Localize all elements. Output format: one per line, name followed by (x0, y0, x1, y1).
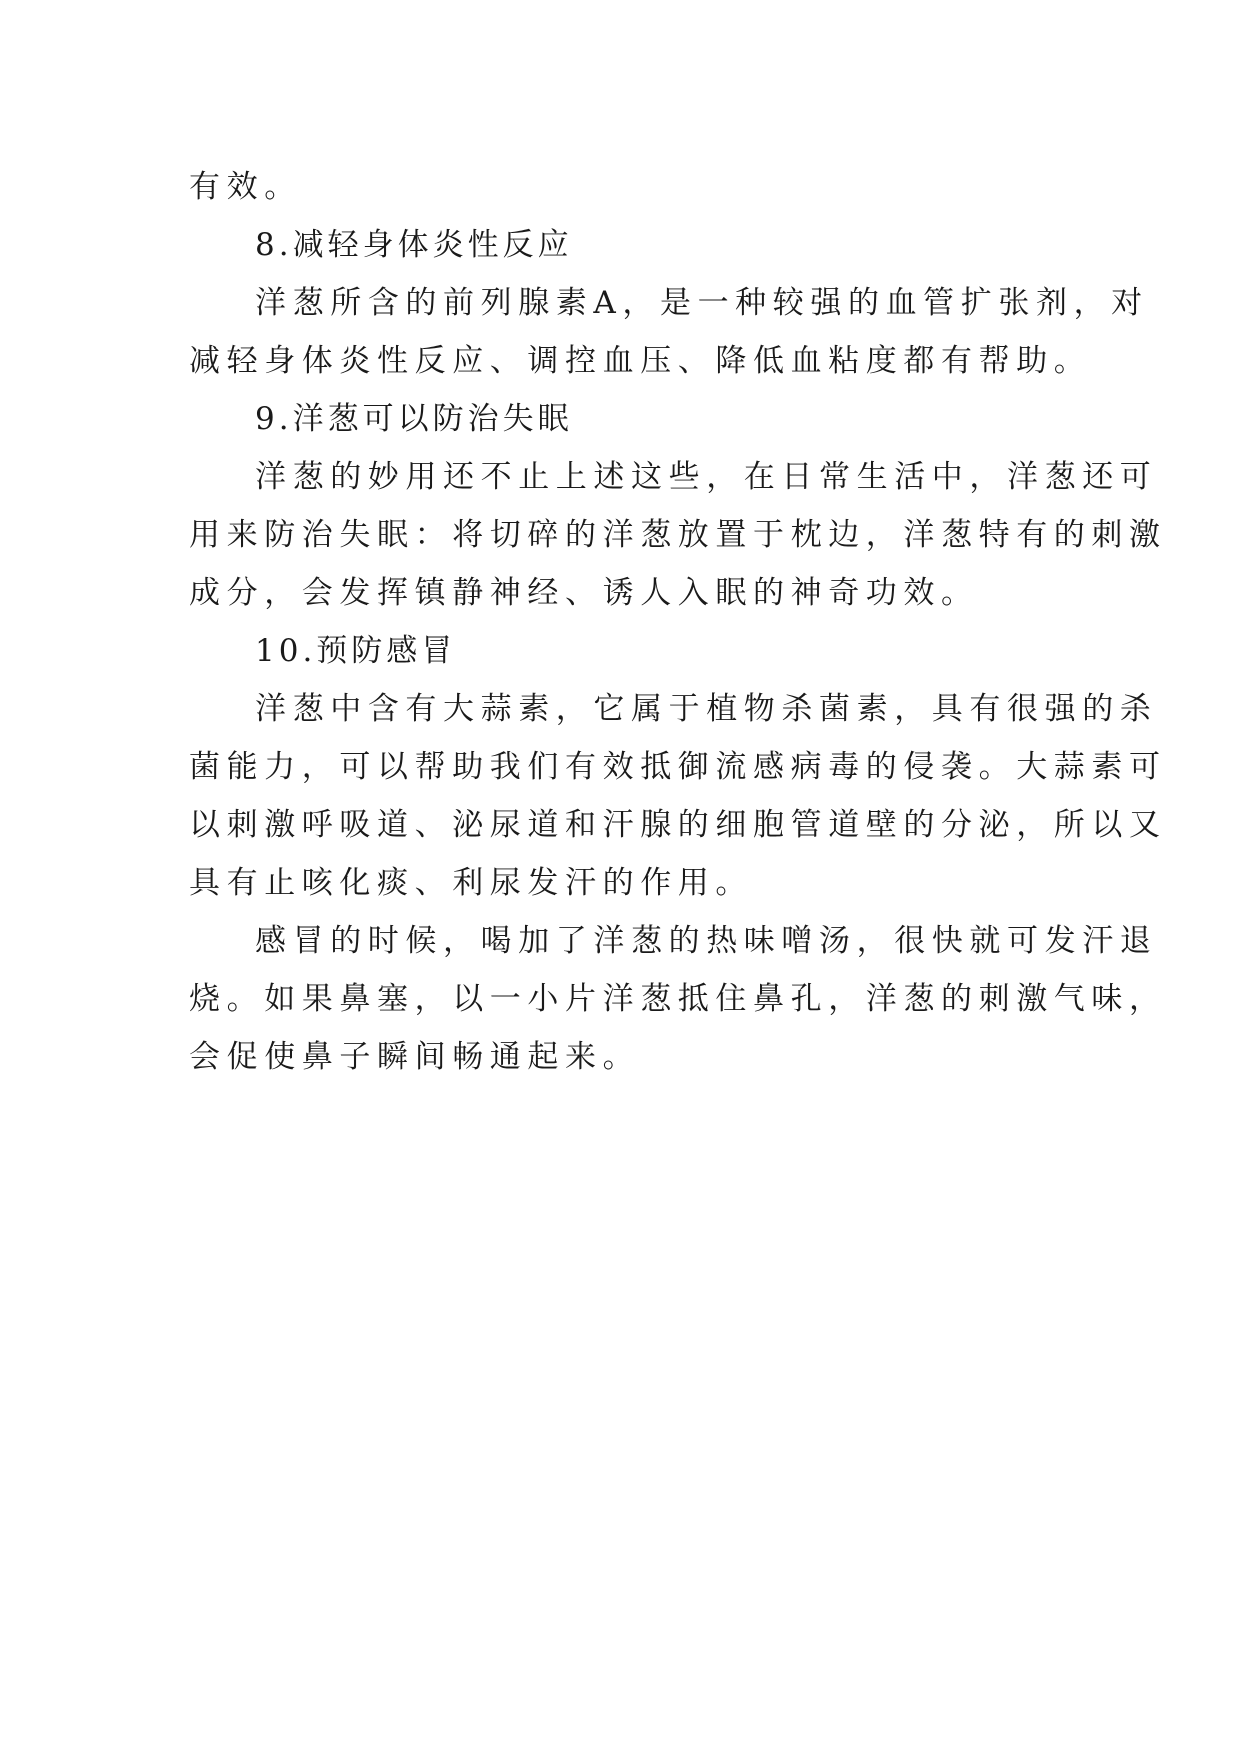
paragraph-line: 感冒的时候，喝加了洋葱的热味噌汤，很快就可发汗退 (255, 923, 1158, 959)
paragraph-line: 洋葱所含的前列腺素A，是一种较强的血管扩张剂，对 (255, 285, 1149, 321)
paragraph-line: 洋葱的妙用还不止上述这些，在日常生活中，洋葱还可 (255, 459, 1158, 495)
paragraph-line: 具有止咳化痰、利尿发汗的作用。 (189, 865, 753, 901)
paragraph-line: 减轻身体炎性反应、调控血压、降低血粘度都有帮助。 (189, 343, 1092, 379)
section-heading-8: 8.减轻身体炎性反应 (255, 227, 573, 263)
paragraph-line: 菌能力，可以帮助我们有效抵御流感病毒的侵袭。大蒜素可 (189, 749, 1167, 785)
paragraph-line: 用来防治失眠：将切碎的洋葱放置于枕边，洋葱特有的刺激 (189, 517, 1167, 553)
paragraph-line: 烧。如果鼻塞，以一小片洋葱抵住鼻孔，洋葱的刺激气味， (189, 981, 1167, 1017)
section-heading-10: 10.预防感冒 (255, 633, 457, 669)
paragraph-line: 会促使鼻子瞬间畅通起来。 (189, 1039, 641, 1075)
document-body (189, 158, 1167, 1086)
paragraph-line: 以刺激呼吸道、泌尿道和汗腺的细胞管道壁的分泌，所以又 (189, 807, 1167, 843)
paragraph-line: 有效。 (189, 169, 302, 205)
paragraph-line: 洋葱中含有大蒜素，它属于植物杀菌素，具有很强的杀 (255, 691, 1158, 727)
paragraph-line: 成分，会发挥镇静神经、诱人入眠的神奇功效。 (189, 575, 979, 611)
section-heading-9: 9.洋葱可以防治失眠 (255, 401, 573, 437)
